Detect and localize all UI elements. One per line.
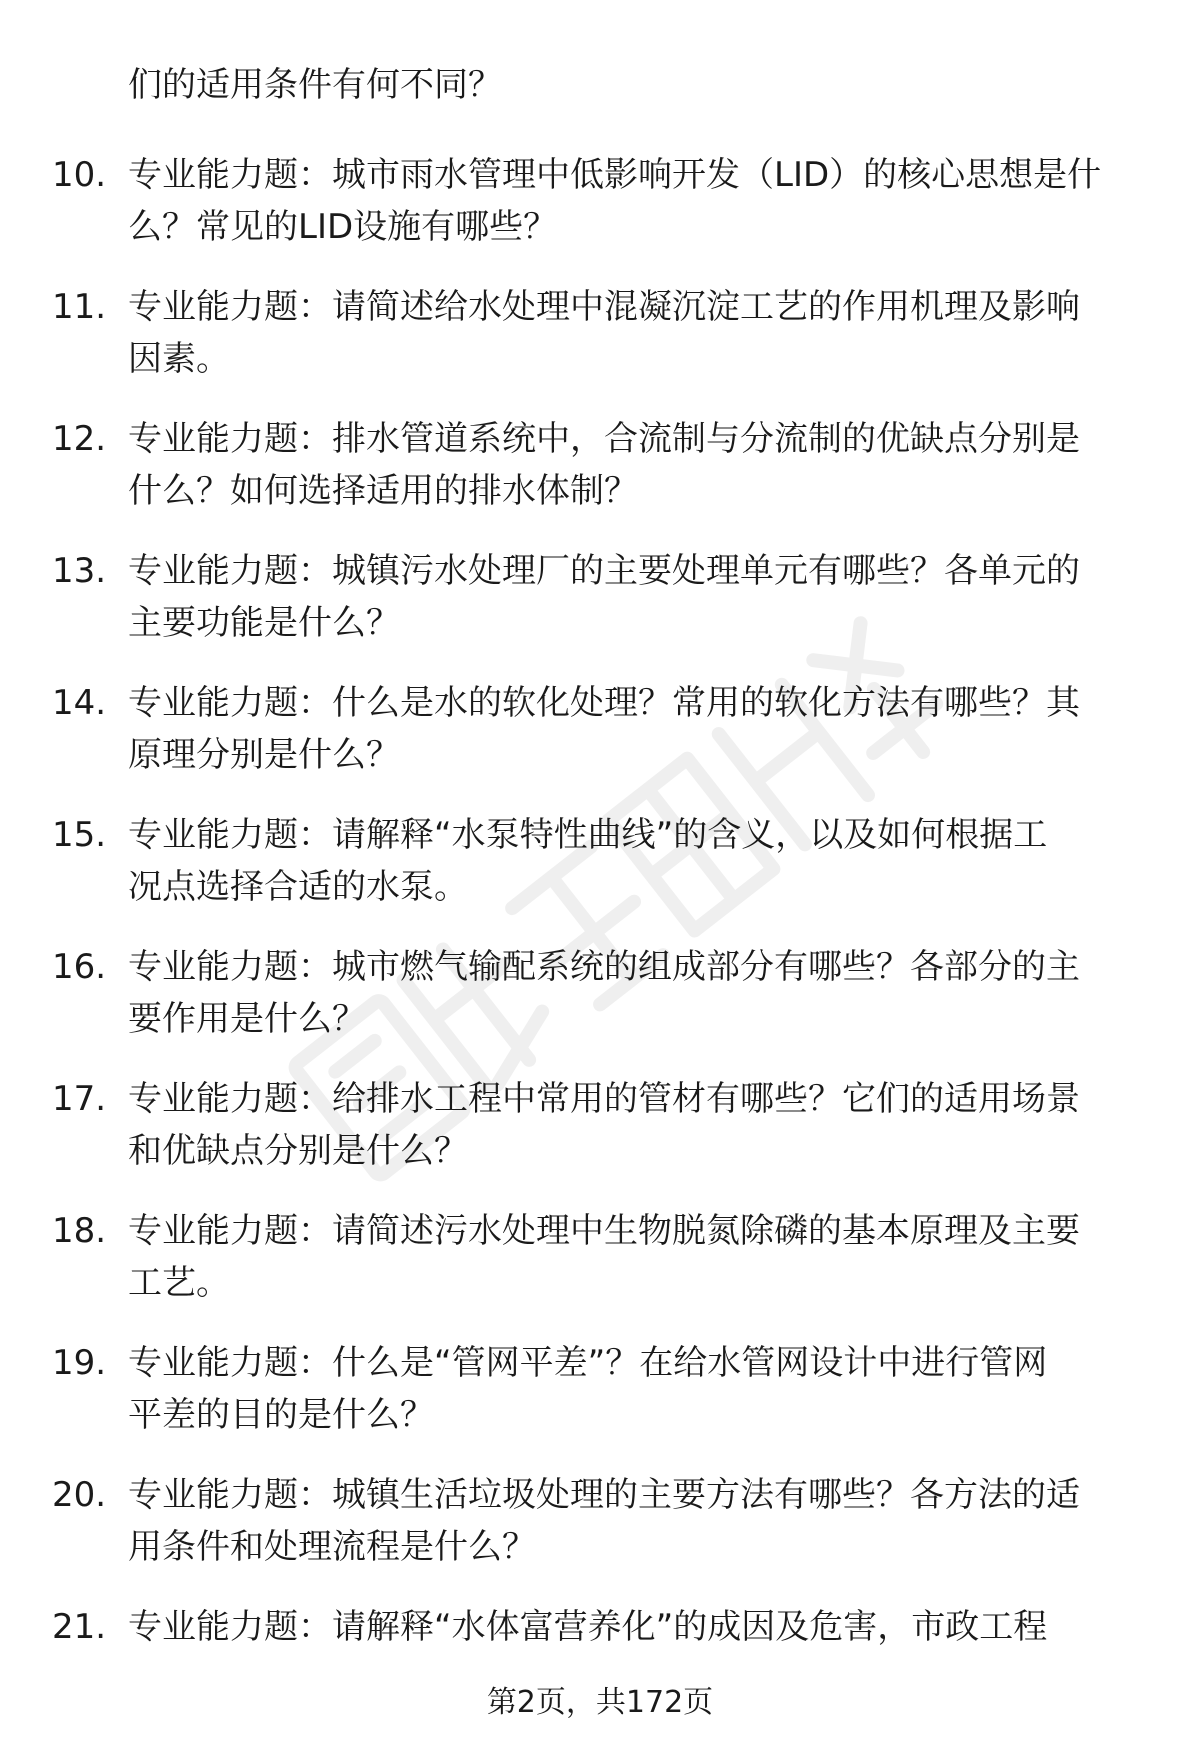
question-text-line: 况点选择合适的水泵。 — [128, 867, 468, 907]
question-number: 16. — [52, 947, 107, 987]
question-text-line: 平差的目的是什么？ — [128, 1395, 434, 1435]
question-text-line: 专业能力题：请解释“水泵特性曲线”的含义，以及如何根据工 — [128, 815, 1048, 855]
question-text-line: 原理分别是什么？ — [128, 735, 400, 775]
question-text-line: 用条件和处理流程是什么？ — [128, 1527, 536, 1567]
question-number: 17. — [52, 1079, 107, 1119]
question-item — [0, 282, 1200, 414]
question-item — [0, 1074, 1200, 1206]
question-text-line: 专业能力题：给排水工程中常用的管材有哪些？它们的适用场景 — [128, 1079, 1080, 1119]
question-text-line: 专业能力题：请解释“水体富营养化”的成因及危害，市政工程 — [128, 1607, 1048, 1647]
question-item — [0, 678, 1200, 810]
question-text-line: 专业能力题：请简述给水处理中混凝沉淀工艺的作用机理及影响 — [128, 287, 1080, 327]
question-text-line: 和优缺点分别是什么？ — [128, 1131, 468, 1171]
question-text-line: 专业能力题：请简述污水处理中生物脱氮除磷的基本原理及主要 — [128, 1211, 1080, 1251]
question-text-line: 专业能力题：城市雨水管理中低影响开发（LID）的核心思想是什 — [128, 155, 1102, 195]
question-item — [0, 1206, 1200, 1338]
question-item — [0, 942, 1200, 1074]
question-text-line: 专业能力题：城镇污水处理厂的主要处理单元有哪些？各单元的 — [128, 551, 1080, 591]
question-item — [0, 1338, 1200, 1470]
question-text-line: 专业能力题：什么是水的软化处理？常用的软化方法有哪些？其 — [128, 683, 1080, 723]
question-number: 11. — [52, 287, 107, 327]
question-text-line: 工艺。 — [128, 1263, 230, 1303]
question-number: 21. — [52, 1607, 107, 1647]
question-text-line: 专业能力题：什么是“管网平差”？在给水管网设计中进行管网 — [128, 1343, 1048, 1383]
question-item — [0, 546, 1200, 678]
question-text-line: 专业能力题：城市燃气输配系统的组成部分有哪些？各部分的主 — [128, 947, 1080, 987]
continuation-text: 们的适用条件有何不同？ — [128, 65, 502, 105]
question-text-line: 什么？如何选择适用的排水体制？ — [128, 471, 638, 511]
question-number: 12. — [52, 419, 107, 459]
question-item — [0, 414, 1200, 546]
question-number: 14. — [52, 683, 107, 723]
question-text-line: 么？常见的LID设施有哪些？ — [128, 207, 558, 247]
question-text-line: 专业能力题：排水管道系统中，合流制与分流制的优缺点分别是 — [128, 419, 1080, 459]
question-text-line: 专业能力题：城镇生活垃圾处理的主要方法有哪些？各方法的适 — [128, 1475, 1080, 1515]
question-number: 10. — [52, 155, 107, 195]
question-number: 19. — [52, 1343, 107, 1383]
question-item — [0, 1470, 1200, 1602]
question-item — [0, 810, 1200, 942]
question-number: 18. — [52, 1211, 107, 1251]
question-item — [0, 150, 1200, 282]
question-number: 15. — [52, 815, 107, 855]
question-number: 13. — [52, 551, 107, 591]
question-list — [0, 150, 1200, 1734]
page-footer: 第2页，共172页 — [486, 1685, 714, 1720]
question-number: 20. — [52, 1475, 107, 1515]
question-text-line: 要作用是什么？ — [128, 999, 366, 1039]
question-text-line: 主要功能是什么？ — [128, 603, 400, 643]
question-text-line: 因素。 — [128, 339, 230, 379]
